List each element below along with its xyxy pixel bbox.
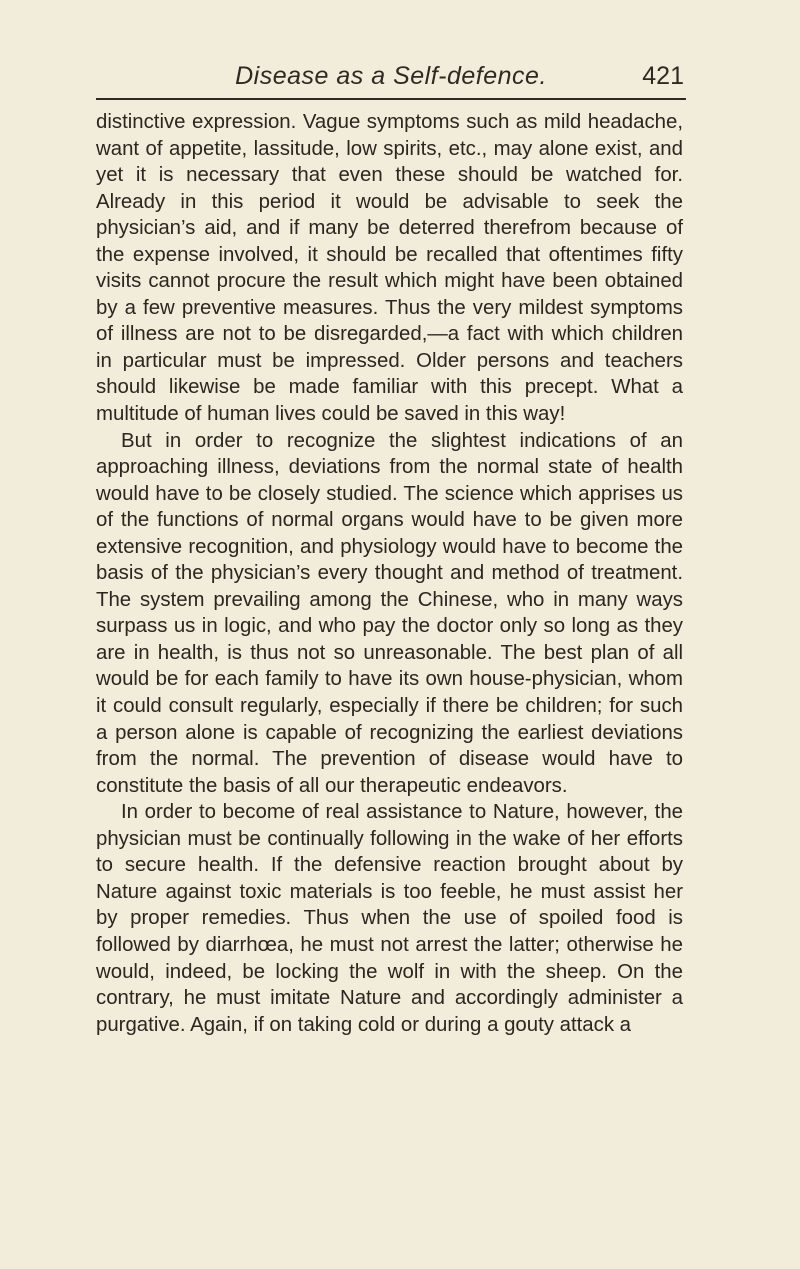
paragraph-3: In order to become of real assistance to Nature, however, the physician must be continually following in the wake of her efforts to secure health. If the defensive reaction brought about by Nature against toxic materials is too feeble, he must assist her by proper remedies. Thus when the use of spoiled food is followed by diarrhœa, he must not arrest the latter; otherwise he would, indeed, be locking the wolf in with the sheep. On the contrary, he must imitate Nature and accordingly administer a purgative. Again, if on taking cold or during a gouty attack a xyxy=(96,801,683,1036)
running-title: Disease as a Self-defence. xyxy=(235,62,547,90)
paragraph-2: But in order to recognize the slightest indications of an approaching illness, deviations from the normal state of health would have to be closely studied. The science which apprises us of the functions of normal organs would have to be given more extensive recognition, and physiology would have to become the basis of the physician’s every thought and method of treatment. The system prevailing among the Chinese, who in many ways surpass us in logic, and who pay the doctor only so long as they are in health, is thus not so unreasonable. The best plan of all would be for each family to have its own house-physician, whom it could consult regularly, especially if there be children; for such a person alone is capable of recognizing the earliest deviations from the normal. The prevention of disease would have to constitute the basis of all our therapeutic endeavors. xyxy=(96,429,683,797)
body-text xyxy=(96,109,683,1038)
page-number: 421 xyxy=(642,62,684,90)
running-head xyxy=(96,58,686,100)
paragraph-1: distinctive expression. Vague symptoms such as mild headache, want of appetite, lassitude, low spirits, etc., may alone exist, and yet it is necessary that even these should be watched for. Already in this period it would be advisable to seek the physician’s aid, and if many be deterred therefrom because of the expense involved, it should be recalled that oftentimes fifty visits cannot procure the result which might have been obtained by a few preventive measures. Thus the very mildest symptoms of illness are not to be disregarded,—a fact with which children in particular must be impressed. Older persons and teachers should likewise be made familiar with this precept. What a multitude of human lives could be saved in this way! xyxy=(96,111,683,426)
